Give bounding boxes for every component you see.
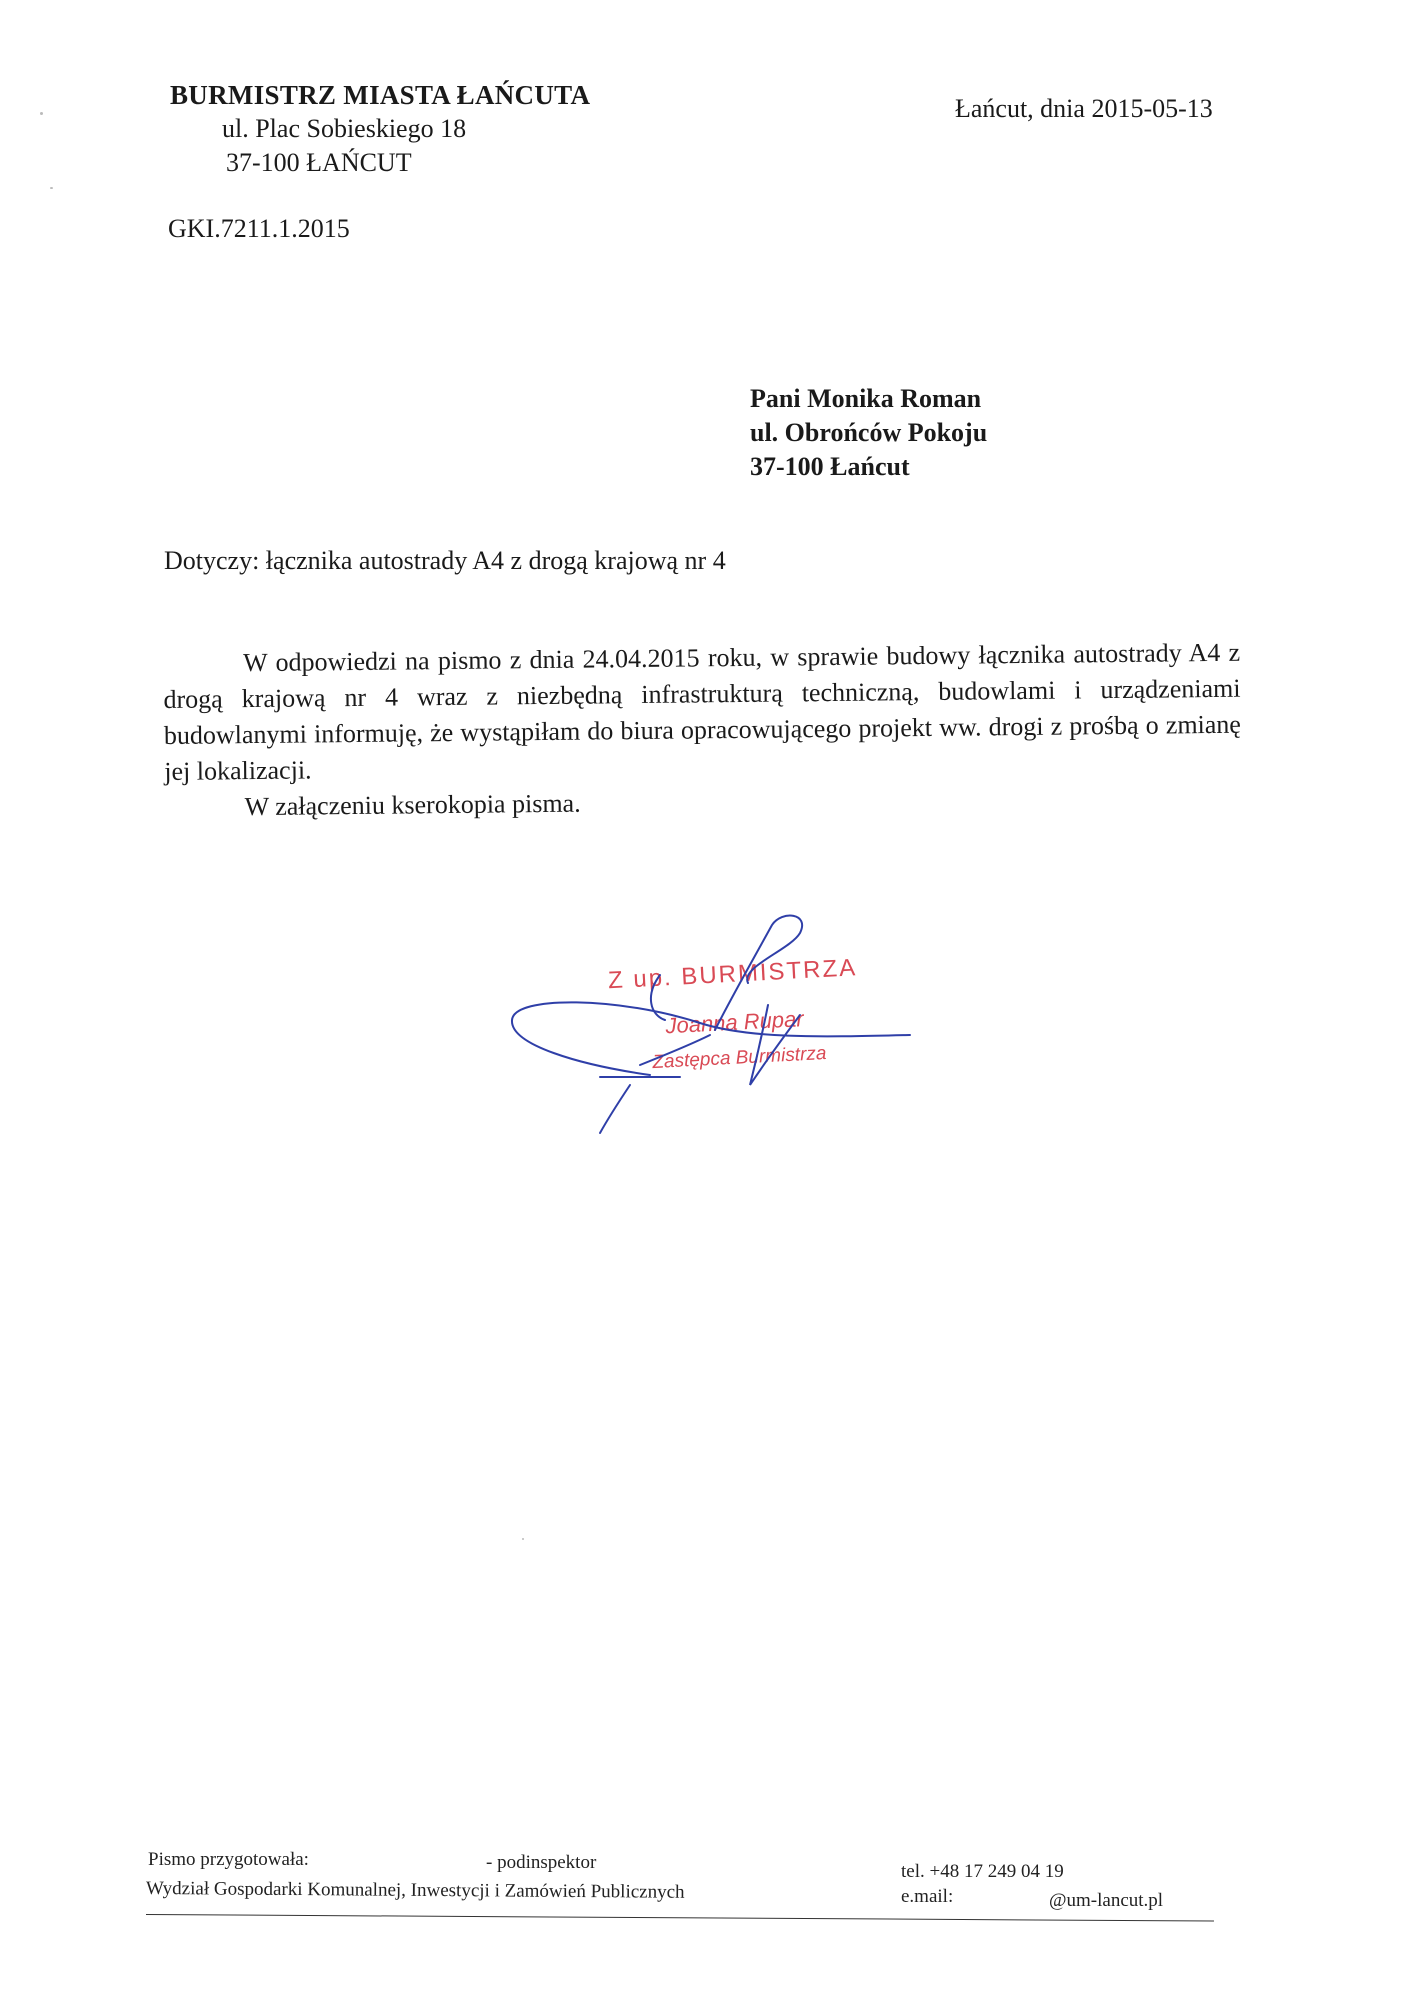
sender-street: ul. Plac Sobieskiego 18 — [222, 114, 467, 143]
recipient-name: Pani Monika Roman — [750, 384, 982, 413]
letter-subject: Dotyczy: łącznika autostrady A4 z drogą krajową nr 4 — [164, 546, 726, 575]
footer-email-label: e.mail: — [901, 1886, 954, 1907]
sender-name: BURMISTRZ MIASTA ŁAŃCUTA — [170, 80, 591, 110]
recipient-city: 37-100 Łańcut — [750, 452, 910, 481]
stamp-line-3: Zastępca Burmistrza — [651, 1042, 827, 1074]
stamp-line-1: Z up. BURMISTRZA — [607, 954, 858, 995]
stamp-line-2: Joanna Rupar — [664, 1006, 805, 1039]
footer-phone: tel. +48 17 249 04 19 — [901, 1861, 1064, 1882]
footer-divider — [146, 1914, 1214, 1922]
reference-number: GKI.7211.1.2015 — [168, 214, 350, 243]
footer-email[interactable]: @um-lancut.pl — [1049, 1890, 1164, 1911]
body-paragraph: W odpowiedzi na pismo z dnia 24.04.2015 roku, w sprawie budowy łącznika autostrady A4 z drogą krajową nr 4 wraz z niezbędną infrastrukturą techniczną, budowlami i urządzeniami budowlanymi informuję, że wystąpiłam do biura opracowującego projekt ww. drogi z prośbą o zmianę jej lokalizacji. — [163, 637, 1242, 786]
sender-city: 37-100 ŁAŃCUT — [226, 148, 412, 177]
footer-prepared-by: Pismo przygotowała: — [148, 1849, 309, 1870]
recipient-street: ul. Obrońców Pokoju — [750, 418, 988, 447]
scan-speck — [522, 1538, 524, 1540]
signature-stamp — [500, 905, 920, 1145]
letter-date: Łańcut, dnia 2015-05-13 — [955, 94, 1213, 123]
scan-speck — [40, 112, 43, 115]
body-paragraph-attachment: W załączeniu kserokopia pisma. — [244, 788, 581, 822]
scan-speck — [50, 187, 53, 189]
footer-role: - podinspektor — [486, 1852, 597, 1873]
letter-body — [163, 635, 1242, 826]
stamp — [607, 954, 862, 1075]
footer-department: Wydział Gospodarki Komunalnej, Inwestycji i Zamówień Publicznych — [145, 1878, 685, 1903]
